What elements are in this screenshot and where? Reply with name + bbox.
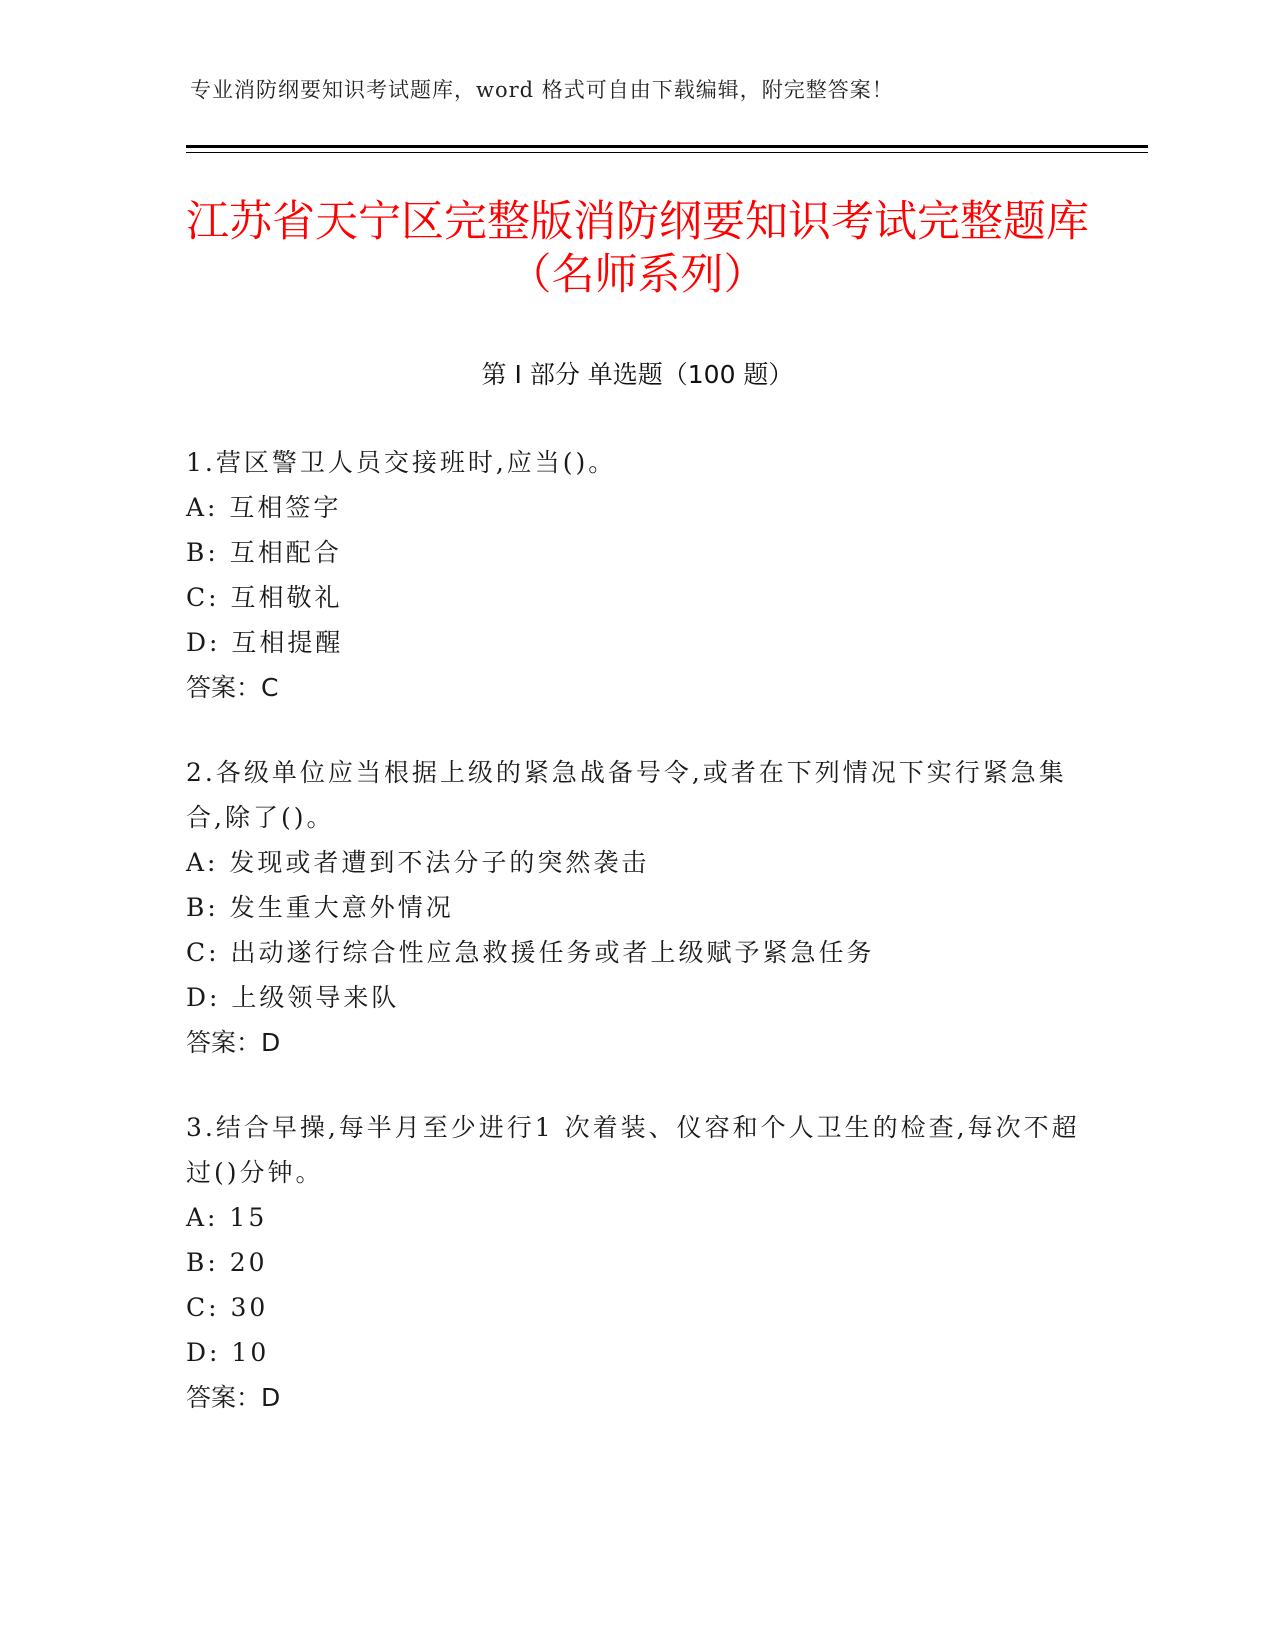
question-item [186,750,1086,1065]
option-b: B: 互相配合 [186,538,342,567]
document-title: 江苏省天宁区完整版消防纲要知识考试完整题库（名师系列） [186,197,1089,300]
option-a: A: 发现或者遭到不法分子的突然袭击 [186,848,650,877]
header-rule-thin [186,152,1148,153]
question-answer: 答案：C [186,673,279,702]
option-b: B: 20 [186,1248,268,1277]
option-d: D: 10 [186,1338,270,1367]
section-title: 第 I 部分 单选题（100 题） [481,360,794,389]
option-c: C: 30 [186,1293,269,1322]
question-stem: 3.结合早操,每半月至少进行1 次着装、仪容和个人卫生的检查,每次不超过()分钟。 [186,1113,1080,1187]
question-item [186,1105,1086,1420]
question-item [186,440,1086,710]
option-a: A: 15 [186,1203,268,1232]
option-a: A: 互相签字 [186,493,342,522]
question-answer: 答案：D [186,1383,281,1412]
option-c: C: 互相敬礼 [186,583,343,612]
question-list [186,440,1086,1460]
option-d: D: 互相提醒 [186,628,344,657]
question-stem: 2.各级单位应当根据上级的紧急战备号令,或者在下列情况下实行紧急集合,除了()。 [186,758,1067,832]
option-d: D: 上级领导来队 [186,983,400,1012]
header-note: 专业消防纲要知识考试题库，word 格式可自由下载编辑，附完整答案！ [190,78,894,102]
option-b: B: 发生重大意外情况 [186,893,454,922]
option-c: C: 出动遂行综合性应急救援任务或者上级赋予紧急任务 [186,938,875,967]
question-answer: 答案：D [186,1028,281,1057]
header-rule-thick [186,145,1148,148]
question-stem: 1.营区警卫人员交接班时,应当()。 [186,448,617,477]
